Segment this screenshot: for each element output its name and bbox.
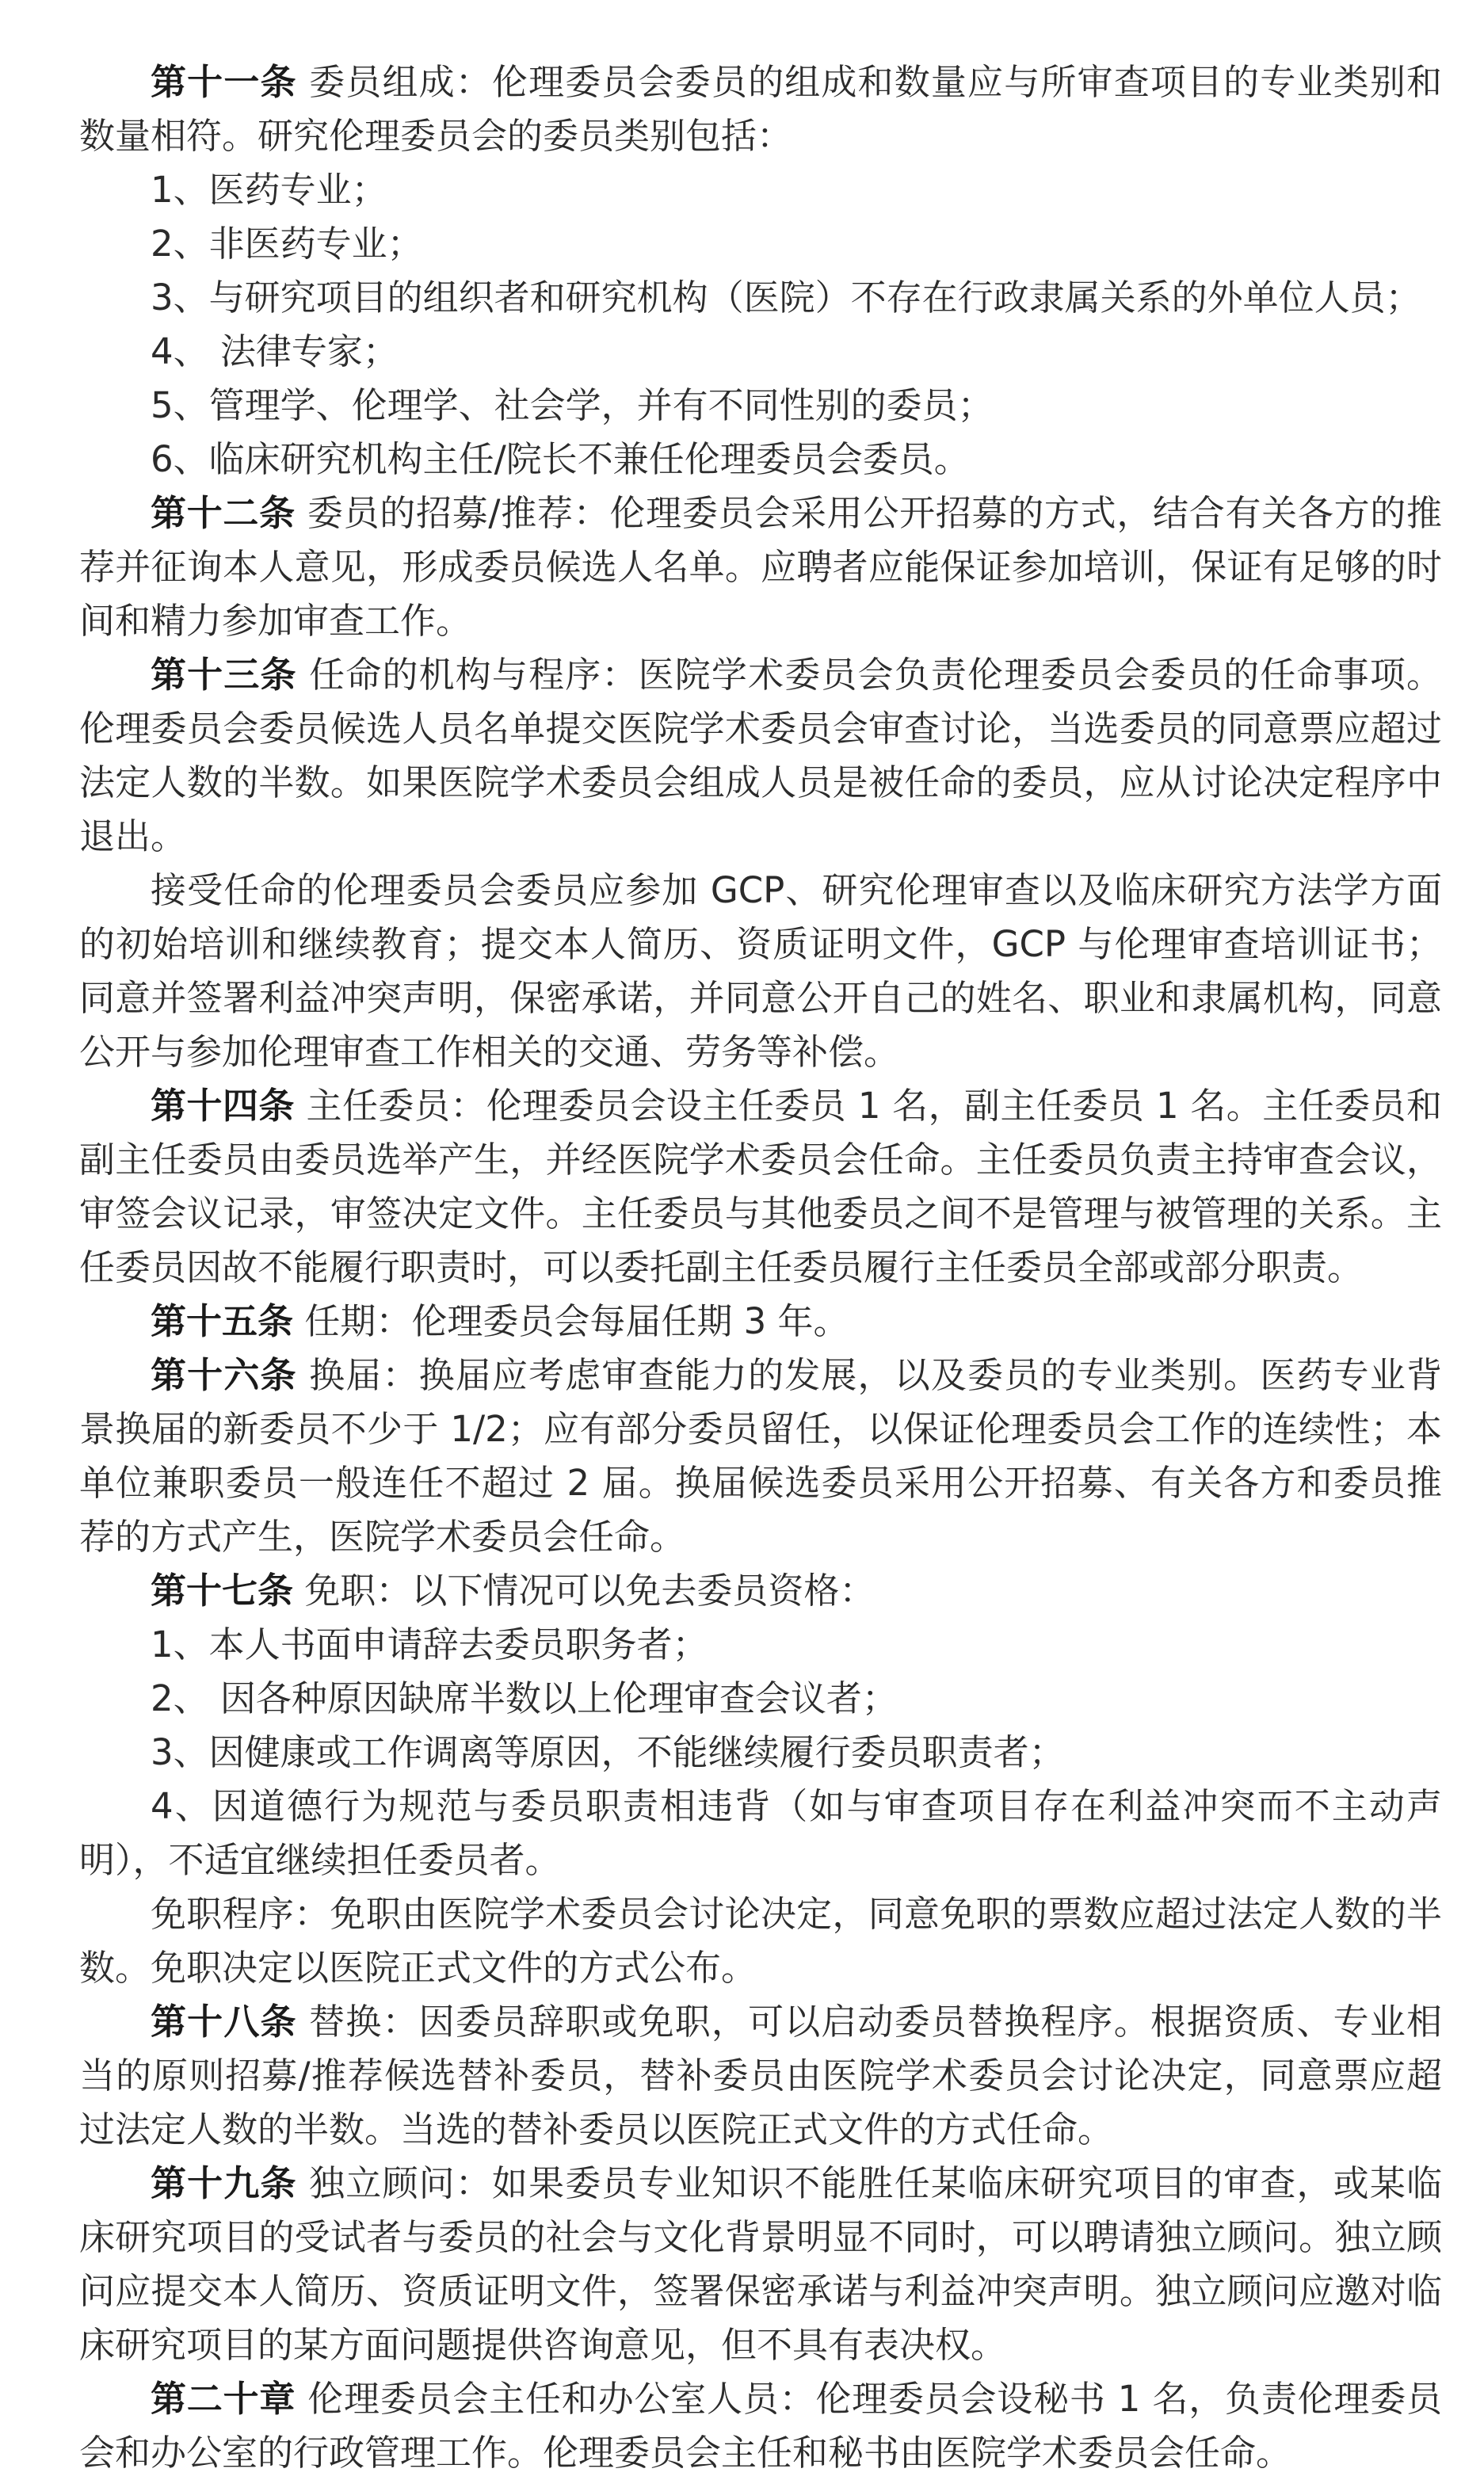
article-15 (79, 1295, 1442, 1349)
article-16-text: 换届：换届应考虑审查能力的发展，以及委员的专业类别。医药专业背景换届的新委员不少于 1/2；应有部分委员留任，以保证伦理委员会工作的连续性；本单位兼职委员一般连任不超过 2 届。换届候选委员采用公开招募、有关各方和委员推荐的方式产生，医院学术委员会任命。 (79, 1354, 1442, 1558)
list-item (79, 271, 1442, 325)
article-13-appointment-text: 接受任命的伦理委员会委员应参加 GCP、研究伦理审查以及临床研究方法学方面的初始培训和继续教育；提交本人简历、资质证明文件，GCP 与伦理审查培训证书；同意并签署利益冲突声明，保密承诺，并同意公开自己的姓名、职业和隶属机构，同意公开与参加伦理审查工作相关的交通、劳务等补偿。 (79, 869, 1442, 1073)
dismissal-reason-2: 2、 因各种原因缺席半数以上伦理审查会议者； (151, 1677, 898, 1719)
article-20-text: 伦理委员会主任和办公室人员：伦理委员会设秘书 1 名，负责伦理委员会和办公室的行政管理工作。伦理委员会主任和秘书由医院学术委员会任命。 (79, 2378, 1442, 2474)
article-12-text: 委员的招募/推荐：伦理委员会采用公开招募的方式，结合有关各方的推荐并征询本人意见，形成委员候选人名单。应聘者应能保证参加培训，保证有足够的时间和精力参加审查工作。 (79, 492, 1442, 642)
list-item (79, 1780, 1442, 1887)
list-item (79, 1672, 1442, 1726)
list-item (79, 1726, 1442, 1780)
article-18-text: 替换：因委员辞职或免职，可以启动委员替换程序。根据资质、专业相当的原则招募/推荐候选替补委员，替补委员由医院学术委员会讨论决定，同意票应超过法定人数的半数。当选的替补委员以医院正式文件的方式任命。 (79, 2001, 1442, 2150)
member-category-3: 3、与研究项目的组织者和研究机构（医院）不存在行政隶属关系的外单位人员； (151, 277, 1421, 319)
article-13 (79, 648, 1442, 864)
member-category-6: 6、临床研究机构主任/院长不兼任伦理委员会委员。 (151, 438, 970, 480)
member-category-4: 4、 法律专家； (151, 330, 399, 372)
article-19-text: 独立顾问：如果委员专业知识不能胜任某临床研究项目的审查，或某临床研究项目的受试者与委员的社会与文化背景明显不同时，可以聘请独立顾问。独立顾问应提交本人简历、资质证明文件，签署保密承诺与利益冲突声明。独立顾问应邀对临床研究项目的某方面问题提供咨询意见，但不具有表决权。 (79, 2162, 1442, 2366)
article-17 (79, 1564, 1442, 1618)
article-19 (79, 2157, 1442, 2372)
article-14 (79, 1079, 1442, 1295)
list-item (79, 433, 1442, 486)
article-17-heading: 第十七条 (151, 1570, 294, 1612)
article-14-text: 主任委员：伦理委员会设主任委员 1 名，副主任委员 1 名。主任委员和副主任委员由委员选举产生，并经医院学术委员会任命。主任委员负责主持审查会议，审签会议记录，审签决定文件。主任委员与其他委员之间不是管理与被管理的关系。主任委员因故不能履行职责时，可以委托副主任委员履行主任委员全部或部分职责。 (79, 1085, 1442, 1288)
article-16-heading: 第十六条 (151, 1354, 297, 1396)
article-14-heading: 第十四条 (151, 1085, 295, 1127)
dismissal-procedure (79, 1887, 1442, 1995)
article-15-heading: 第十五条 (151, 1300, 294, 1342)
article-17-text: 免职：以下情况可以免去委员资格： (293, 1570, 876, 1612)
dismissal-procedure-text: 免职程序：免职由医院学术委员会讨论决定，同意免职的票数应超过法定人数的半数。免职决定以医院正式文件的方式公布。 (79, 1893, 1442, 1989)
list-item (79, 1618, 1442, 1672)
document-body (79, 55, 1442, 2480)
article-20-heading: 第二十章 (151, 2378, 296, 2420)
article-12 (79, 486, 1442, 648)
article-18 (79, 1995, 1442, 2157)
dismissal-reason-1: 1、本人书面申请辞去委员职务者； (151, 1623, 708, 1665)
member-category-1: 1、医药专业； (151, 169, 387, 211)
article-12-heading: 第十二条 (151, 492, 296, 534)
dismissal-reason-4: 4、因道德行为规范与委员职责相违背（如与审查项目存在利益冲突而不主动声明），不适宜继续担任委员者。 (79, 1785, 1442, 1881)
article-19-heading: 第十九条 (151, 2162, 297, 2204)
member-category-5: 5、管理学、伦理学、社会学，并有不同性别的委员； (151, 384, 994, 426)
list-item (79, 325, 1442, 379)
list-item (79, 163, 1442, 217)
article-11 (79, 55, 1442, 163)
article-20 (79, 2372, 1442, 2480)
article-13-continued (79, 864, 1442, 1079)
article-16 (79, 1349, 1442, 1564)
article-11-text: 委员组成：伦理委员会委员的组成和数量应与所审查项目的专业类别和数量相符。研究伦理委员会的委员类别包括： (79, 61, 1442, 157)
article-11-heading: 第十一条 (151, 61, 297, 103)
dismissal-reason-3: 3、因健康或工作调离等原因，不能继续履行委员职责者； (151, 1731, 1065, 1773)
member-category-2: 2、非医药专业； (151, 223, 423, 265)
article-13-heading: 第十三条 (151, 654, 297, 696)
article-15-text: 任期：伦理委员会每届任期 3 年。 (293, 1300, 849, 1342)
list-item (79, 379, 1442, 433)
list-item (79, 217, 1442, 271)
article-13-text: 任命的机构与程序：医院学术委员会负责伦理委员会委员的任命事项。伦理委员会委员候选人员名单提交医院学术委员会审查讨论，当选委员的同意票应超过法定人数的半数。如果医院学术委员会组成人员是被任命的委员，应从讨论决定程序中退出。 (79, 654, 1442, 857)
article-18-heading: 第十八条 (151, 2001, 297, 2043)
